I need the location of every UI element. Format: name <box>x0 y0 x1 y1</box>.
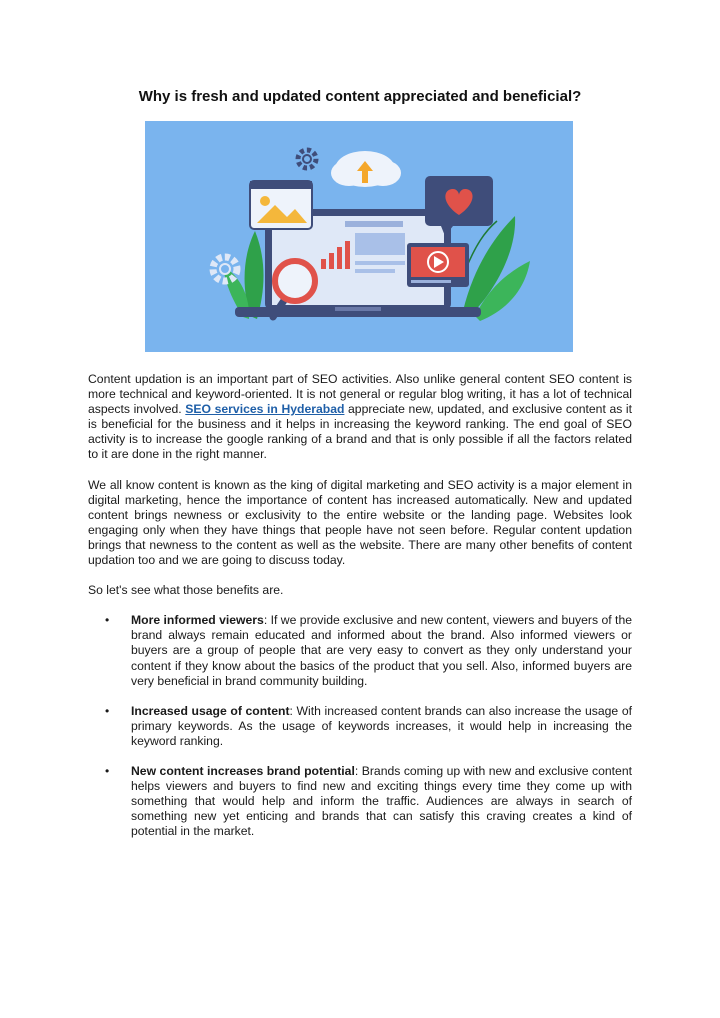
gear-icon <box>298 150 316 168</box>
benefits-list <box>88 613 632 839</box>
benefit-text: : If we provide exclusive and new content, viewers and buyers of the brand always remain educated and informed about the brand. Also informed viewers or buyers are a group of people that are very easy to convert as they only understand your content if they know about the basics of the product that you sell. Also, informed buyers are very beneficial in brand community building. <box>131 613 633 688</box>
bullet-icon: • <box>105 613 110 628</box>
paragraph-text: appreciate new, updated, and exclusive content as it is beneficial for the business and it helps in increasing the keyword ranking. The end goal of SEO activity is to increase the google ranking of a brand and that is only possible if all the factors related to it are done in the right manner. <box>88 402 632 462</box>
leaf-icon <box>463 216 530 321</box>
leaf-icon <box>223 231 264 319</box>
benefit-title: Increased usage of content <box>131 703 290 718</box>
article-body <box>88 372 632 854</box>
bullet-icon: • <box>105 763 110 778</box>
benefit-text: : With increased content brands can also increase the usage of primary keywords. As the usage of keywords increases, it would help in increasing the keyword ranking. <box>131 703 632 748</box>
hero-illustration <box>145 121 573 352</box>
benefit-text: : Brands coming up with new and exclusive content helps viewers and buyers to find new and exciting things every time they come up with something that would help and inform the traffic. Audiences are always in search of something new yet enticing and brands that can satisfy this craving creates a kind of potential in the market. <box>131 763 632 839</box>
list-item <box>88 704 632 749</box>
benefit-title: More informed viewers <box>131 613 264 628</box>
benefits-intro: So let's see what those benefits are. <box>88 583 284 598</box>
intro-paragraph <box>88 372 632 463</box>
cloud-upload-icon <box>331 151 401 187</box>
video-play-icon <box>407 243 469 287</box>
seo-laptop-illustration <box>145 121 573 352</box>
gear-icon <box>213 257 237 281</box>
list-item <box>88 764 632 839</box>
bullet-icon: • <box>105 703 110 718</box>
content-king-paragraph: We all know content is known as the king of digital marketing and SEO activity is a major element in digital marketing, hence the importance of content has increased automatically. New and updated content brings newness or exclusivity to the entire website or the landing page. Websites look engaging only when they have things that people have not seen before. Regular content updation brings that newness to the content as well as the website. There are many other benefits of content updation too and we are going to discuss today. <box>88 477 632 568</box>
list-item <box>88 613 632 688</box>
benefit-title: New content increases brand potential <box>131 763 355 778</box>
seo-services-link[interactable]: SEO services in Hyderabad <box>185 402 345 417</box>
page-title: Why is fresh and updated content appreciated and beneficial? <box>138 88 582 105</box>
paragraph-text: Content updation is an important part of SEO activities. Also unlike general content SEO content is more technical and keyword-oriented. It is not general or regular blog writing, it has a lot of technical aspects involved. <box>88 372 632 417</box>
image-icon <box>250 181 312 229</box>
